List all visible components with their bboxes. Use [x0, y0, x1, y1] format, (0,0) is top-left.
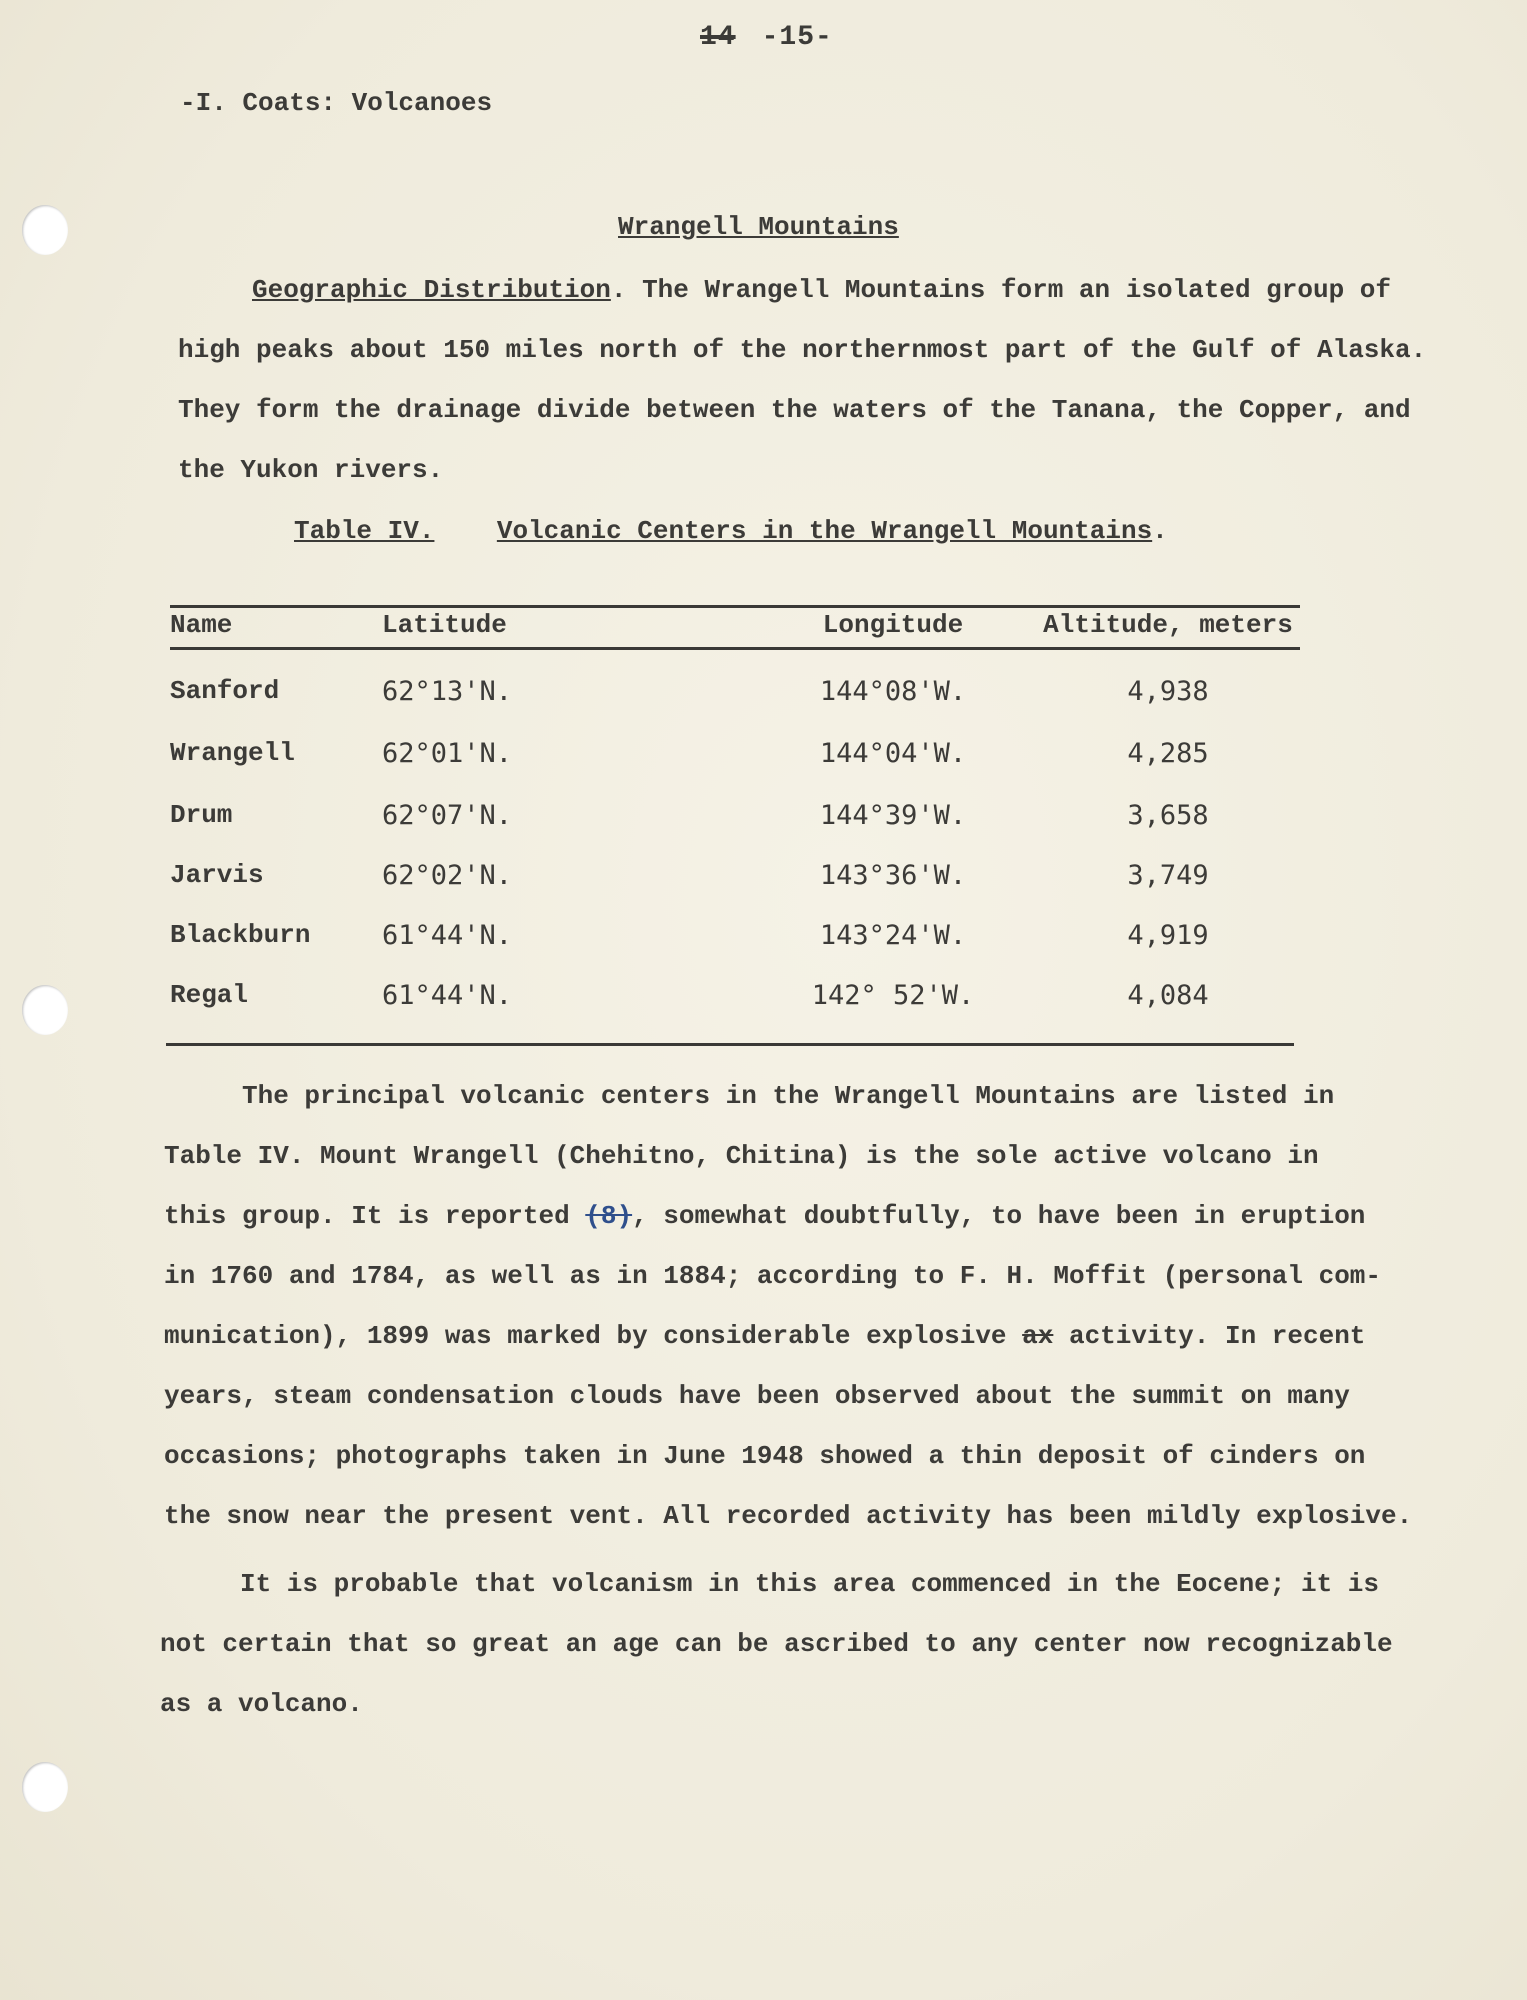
table-cell-name: Sanford: [170, 676, 280, 706]
table-cell-longitude: 142° 52'W.: [811, 980, 975, 1011]
paragraph-line: this group. It is reported: [164, 1201, 586, 1231]
table-cell-latitude: 62°07'N.: [382, 800, 513, 831]
table-cell-longitude: 143°24'W.: [819, 920, 967, 951]
table-cell-name: Drum: [170, 800, 233, 830]
paragraph-line: occasions; photographs taken in June 1948 showed a thin deposit of cinders on: [164, 1441, 1366, 1471]
paragraph-lead: Geographic Distribution: [252, 275, 611, 305]
table-row: [168, 980, 1303, 1020]
table-row: [168, 920, 1303, 960]
binder-hole: [22, 205, 68, 255]
table-header-row: [168, 610, 1303, 650]
paragraph-line: years, steam condensation clouds have been observed about the summit on many: [164, 1381, 1350, 1411]
table-cell-latitude: 61°44'N.: [382, 920, 513, 951]
paragraph-line: high peaks about 150 miles north of the northernmost part of the Gulf of Alaska.: [178, 335, 1427, 365]
paragraph-line: the snow near the present vent. All recorded activity has been mildly explosive.: [164, 1501, 1413, 1531]
table-caption-label: Table IV.: [294, 516, 435, 546]
page-number: [700, 22, 833, 53]
paragraph-line: munication), 1899 was marked by considerable explosive: [164, 1321, 1023, 1351]
paragraph-line-rest: , somewhat doubtfully, to have been in eruption: [632, 1201, 1366, 1231]
table-row: [168, 738, 1303, 778]
table-cell-altitude: 4,285: [1127, 738, 1209, 769]
table-cell-latitude: 62°02'N.: [382, 860, 513, 891]
paragraph-line: They form the drainage divide between the waters of the Tanana, the Copper, and: [178, 395, 1411, 425]
paragraph-line: The principal volcanic centers in the Wrangell Mountains are listed in: [242, 1081, 1335, 1111]
struck-reference: (8): [585, 1201, 633, 1231]
table-cell-longitude: 144°08'W.: [819, 676, 967, 707]
paragraph-principal-centers: [164, 1066, 1412, 1546]
running-head: -I. Coats: Volcanoes: [180, 88, 493, 118]
table-header-cell: Latitude: [382, 610, 507, 640]
table-caption-end: .: [1152, 516, 1168, 546]
table-header-cell: Name: [170, 610, 233, 640]
paragraph-line: Table IV. Mount Wrangell (Chehitno, Chitina) is the sole active volcano in: [164, 1141, 1319, 1171]
table-bottom-rule: [166, 1043, 1294, 1046]
paragraph-line: in 1760 and 1784, as well as in 1884; according to F. H. Moffit (personal com-: [164, 1261, 1381, 1291]
table-cell-latitude: 61°44'N.: [382, 980, 513, 1011]
table-caption: [294, 516, 1168, 546]
page-number-text: -15-: [761, 22, 833, 53]
paragraph-line: not certain that so great an age can be ascribed to any center now recognizable: [160, 1629, 1393, 1659]
paragraph-line: as a volcano.: [160, 1689, 363, 1719]
table-row: [168, 800, 1303, 840]
table-top-rule: [170, 605, 1300, 608]
table-cell-name: Jarvis: [170, 860, 264, 890]
table-cell-altitude: 3,658: [1127, 800, 1209, 831]
table-header-cell: Longitude: [822, 610, 964, 640]
table-cell-longitude: 144°39'W.: [819, 800, 967, 831]
table-row: [168, 860, 1303, 900]
table-cell-longitude: 143°36'W.: [819, 860, 967, 891]
paragraph-line: the Yukon rivers.: [178, 455, 444, 485]
table-cell-altitude: 3,749: [1127, 860, 1209, 891]
struck-typo: ax: [1022, 1321, 1054, 1351]
table-cell-latitude: 62°13'N.: [382, 676, 513, 707]
table-cell-name: Wrangell: [170, 738, 295, 768]
table-cell-altitude: 4,084: [1127, 980, 1209, 1011]
table-cell-longitude: 144°04'W.: [819, 738, 967, 769]
table-cell-latitude: 62°01'N.: [382, 738, 513, 769]
paragraph-line: . The Wrangell Mountains form an isolated group of: [610, 275, 1391, 305]
table-row: [168, 676, 1303, 716]
table-cell-altitude: 4,938: [1127, 676, 1209, 707]
section-heading: Wrangell Mountains: [618, 212, 899, 242]
table-caption-title: Volcanic Centers in the Wrangell Mountains: [496, 516, 1153, 546]
table-cell-altitude: 4,919: [1127, 920, 1209, 951]
struck-page-number: 14: [700, 22, 736, 53]
paragraph-line: It is probable that volcanism in this area commenced in the Eocene; it is: [240, 1569, 1379, 1599]
paragraph-line-rest: activity. In recent: [1053, 1321, 1366, 1351]
paragraph-eocene: [160, 1554, 1393, 1734]
binder-hole: [22, 985, 68, 1035]
table-cell-name: Regal: [170, 980, 249, 1010]
binder-hole: [22, 1762, 68, 1812]
table-header-cell: Altitude, meters: [1043, 610, 1293, 640]
table-cell-name: Blackburn: [170, 920, 311, 950]
paragraph-geographic-distribution: [178, 260, 1426, 500]
